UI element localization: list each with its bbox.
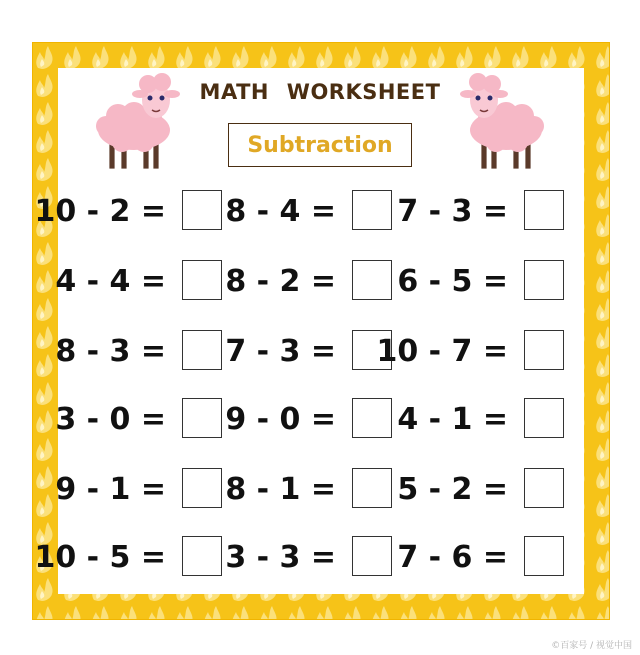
answer-box[interactable] [182,398,222,438]
problem-item [397,468,564,512]
problem-expression: 8 - 1 = [225,472,336,507]
answer-box[interactable] [524,330,564,370]
answer-box[interactable] [182,468,222,508]
problem-expression: 9 - 1 = [55,472,166,507]
problem-item [55,468,222,512]
answer-box[interactable] [182,330,222,370]
problem-expression: 8 - 4 = [225,194,336,229]
subtitle: Subtraction [247,132,393,158]
problem-item [55,330,222,374]
problem-item [55,398,222,442]
problem-expression: 7 - 3 = [397,194,508,229]
problem-item [225,260,392,304]
problem-item [225,398,392,442]
problem-expression: 10 - 2 = [34,194,166,229]
problem-expression: 6 - 5 = [397,264,508,299]
answer-box[interactable] [524,190,564,230]
answer-box[interactable] [352,260,392,300]
watermark: ©百家号 / 视觉中国 [551,641,632,651]
problem-expression: 4 - 4 = [55,264,166,299]
problem-expression: 9 - 0 = [225,402,336,437]
sheep-icon [92,72,184,176]
problem-item [225,330,392,374]
answer-box[interactable] [524,468,564,508]
problem-expression: 7 - 3 = [225,334,336,369]
problem-item [225,468,392,512]
problem-expression: 10 - 5 = [34,540,166,575]
page-title: MATH WORKSHEET [199,80,441,104]
problem-expression: 4 - 1 = [397,402,508,437]
problem-expression: 3 - 0 = [55,402,166,437]
answer-box[interactable] [524,398,564,438]
problem-expression: 8 - 2 = [225,264,336,299]
answer-box[interactable] [352,468,392,508]
sheep-icon [456,72,548,176]
problem-item [397,536,564,580]
problem-item [34,536,222,580]
problem-item [34,190,222,234]
answer-box[interactable] [352,536,392,576]
answer-box[interactable] [524,536,564,576]
answer-box[interactable] [182,536,222,576]
problem-item [397,190,564,234]
problem-expression: 3 - 3 = [225,540,336,575]
answer-box[interactable] [524,260,564,300]
answer-box[interactable] [352,190,392,230]
problem-expression: 10 - 7 = [376,334,508,369]
answer-box[interactable] [182,260,222,300]
problem-item [376,330,564,374]
problem-item [225,190,392,234]
problem-item [225,536,392,580]
problem-expression: 5 - 2 = [397,472,508,507]
problem-item [55,260,222,304]
subtitle-box [228,123,412,167]
problem-item [397,398,564,442]
answer-box[interactable] [352,398,392,438]
answer-box[interactable] [182,190,222,230]
problem-item [397,260,564,304]
problem-expression: 8 - 3 = [55,334,166,369]
problem-expression: 7 - 6 = [397,540,508,575]
